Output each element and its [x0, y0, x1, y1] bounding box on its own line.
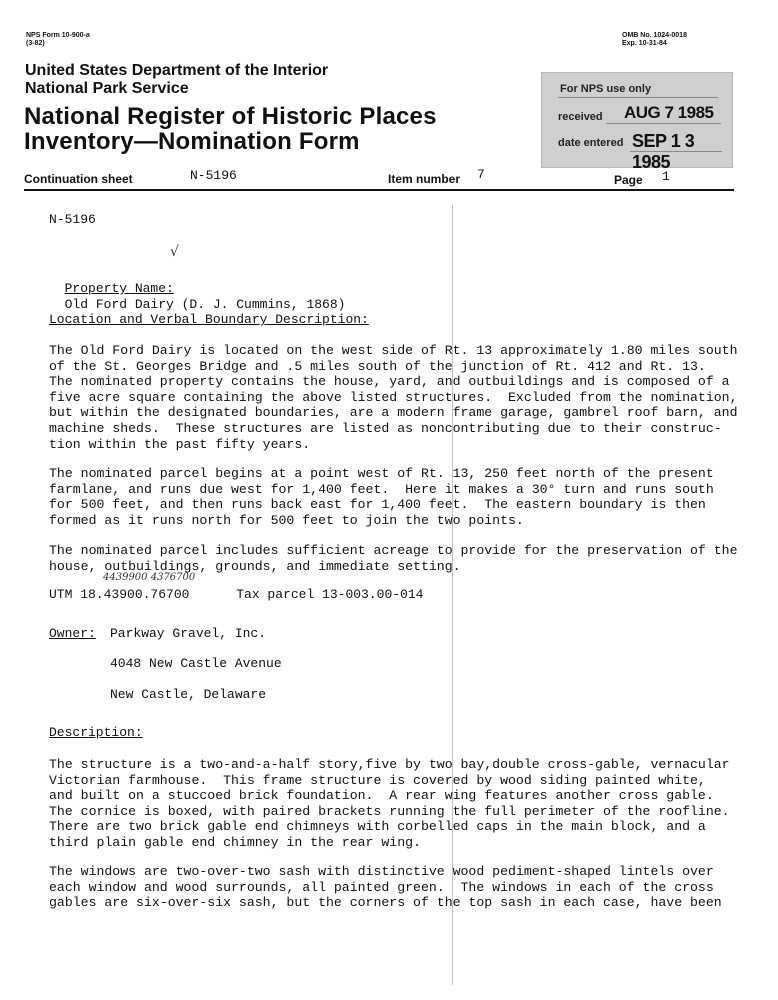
- property-name-row: [49, 265, 345, 313]
- description-paragraph-2: The windows are two-over-two sash with distinctive wood pediment-shaped lintels over each window and wood surrounds, all painted green. The windows in each of the cross gables are six-over-six sash, but the corners of the top sash in each case, have been: [49, 864, 722, 911]
- utm-line: UTM 18.43900.76700 Tax parcel 13-003.00-014: [49, 587, 424, 602]
- description-paragraph-1: The structure is a two-and-a-half story,five by two bay,double cross-gable, vernacular Victorian farmhouse. This frame structure is covered by wood siding painted white, and built on a stuccoed brick foundation. A rear wing features another cross gable. The cornice is boxed, with paired brackets running the full perimeter of the roofline. There are two brick gable end chimneys with corbelled caps in the main block, and a third plain gable end chimney in the rear wing.: [49, 757, 730, 850]
- form-title: National Register of Historic Places: [24, 103, 437, 130]
- utm-handwritten-note: 4439900 4376700: [103, 572, 196, 583]
- location-heading: Location and Verbal Boundary Description:: [49, 312, 369, 327]
- page-label: Page: [614, 173, 643, 187]
- parcel-paragraph: The nominated parcel begins at a point west of Rt. 13, 250 feet north of the present farmlane, and runs due west for 1,400 feet. Here it makes a 30° turn and runs south for 500 feet, and then runs back east for 1,400 feet. The eastern boundary is then formed as it runs north for 500 feet to join the two points.: [49, 466, 714, 528]
- service-name: National Park Service: [25, 80, 189, 97]
- received-date: AUG 7 1985: [624, 103, 714, 122]
- date-entered-value: SEP 1 3 1985: [632, 131, 695, 172]
- form-subtitle: Inventory—Nomination Form: [24, 128, 360, 155]
- omb-number: OMB No. 1024-0018 Exp. 10-31-84: [622, 32, 687, 47]
- date-entered-label: date entered: [558, 137, 624, 149]
- stamp-divider: [558, 97, 718, 98]
- owner-street: 4048 New Castle Avenue: [110, 656, 282, 671]
- property-name-label: Property Name:: [64, 281, 174, 296]
- header-rule: [24, 189, 734, 191]
- owner-city: New Castle, Delaware: [110, 687, 267, 702]
- continuation-sheet-value: N-5196: [190, 168, 237, 183]
- owner-name: Parkway Gravel, Inc.: [110, 626, 267, 641]
- nps-use-only-box: [541, 72, 733, 172]
- description-heading: Description:: [49, 725, 143, 740]
- check-mark: √: [170, 244, 179, 260]
- department-name: United States Department of the Interior: [25, 62, 329, 79]
- entered-underline: [630, 151, 722, 152]
- owner-label: Owner:: [49, 626, 96, 641]
- form-number: NPS Form 10-900-a (3-82): [26, 32, 90, 47]
- item-number-label: Item number: [388, 172, 461, 186]
- reference-id: N-5196: [49, 212, 96, 227]
- received-label: received: [558, 111, 603, 123]
- continuation-sheet-label: Continuation sheet: [24, 172, 133, 186]
- nps-use-title: For NPS use only: [560, 83, 652, 95]
- location-paragraph: The Old Ford Dairy is located on the west side of Rt. 13 approximately 1.80 miles south of the St. Georges Bridge and .5 miles south of the junction of Rt. 412 and Rt. 13. The nominated property contains the house, yard, and outbuildings and is composed of a five acre square containing the above listed structures. Excluded from the nomination, but within the designated boundaries, are a modern frame garage, gambrel roof barn, and machine sheds. These structures are listed as noncontributing due to their construc- tion within the past fifty years.: [49, 343, 738, 452]
- property-name-value: Old Ford Dairy (D. J. Cummins, 1868): [64, 297, 346, 312]
- item-number-value: 7: [477, 167, 485, 182]
- acreage-paragraph: The nominated parcel includes sufficient acreage to provide for the preservation of the house, outbuildings, grounds, and immediate setting.: [49, 543, 738, 574]
- received-underline: [606, 123, 721, 124]
- page-value: 1: [662, 169, 670, 184]
